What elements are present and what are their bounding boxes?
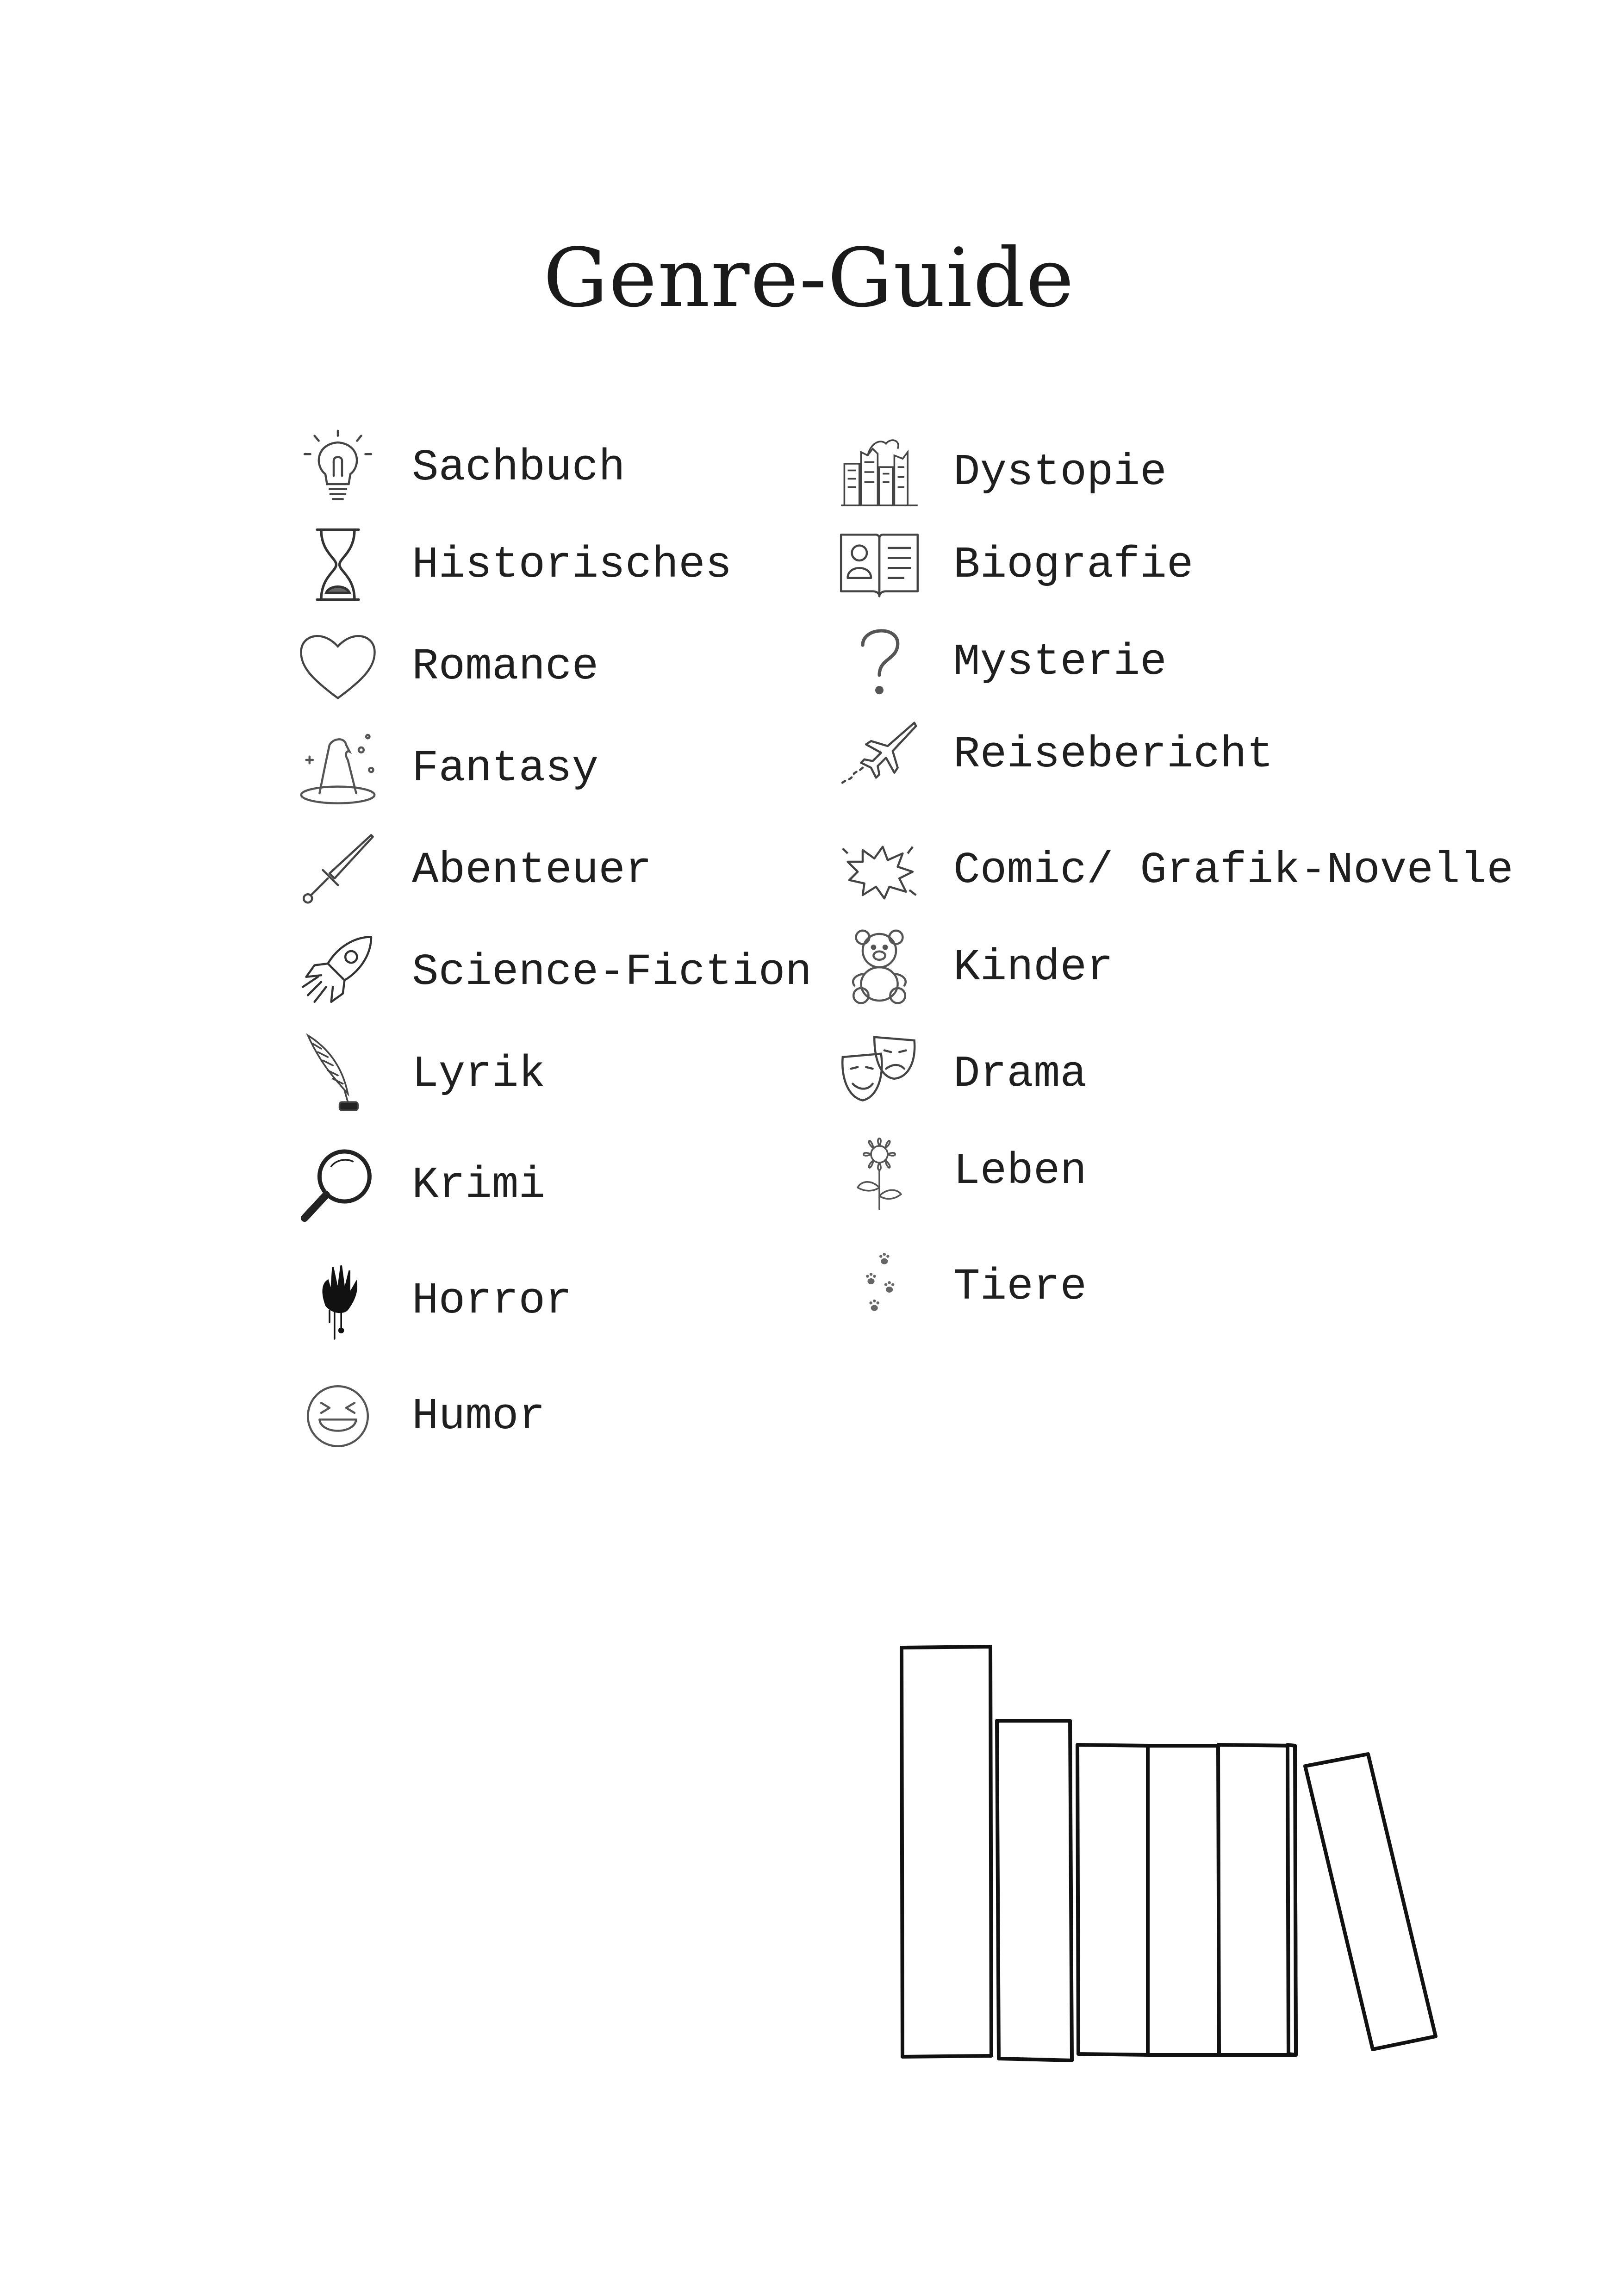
laughing-face-icon [292,1370,384,1462]
genre-label: Lyrik [412,1048,546,1099]
genre-label: Dystopie [953,447,1167,498]
bloody-hand-icon [292,1254,384,1347]
open-book-portrait-icon [833,518,926,611]
ruined-city-icon [833,426,926,518]
genre-item-biografie [833,518,1193,611]
genre-label: Comic/ Grafik-Novelle [953,845,1513,896]
airplane-icon [833,708,926,801]
magnifier-icon [292,1139,384,1231]
genre-label: Historisches [412,539,732,590]
genre-item-comic [833,824,1513,916]
genre-item-science-fiction [292,926,812,1018]
genre-item-krimi [292,1139,545,1231]
genre-item-historisches [292,518,732,611]
genre-item-mysterie [833,616,1167,708]
genre-item-horror [292,1254,572,1347]
wizard-hat-icon [292,722,384,815]
sunflower-icon [833,1125,926,1217]
genre-item-drama [833,1027,1087,1120]
genre-label: Horror [412,1275,572,1326]
page-title: Genre-Guide [543,231,1075,325]
theater-masks-icon [833,1027,926,1120]
genre-item-humor [292,1370,545,1462]
genre-label: Tiere [953,1261,1087,1312]
question-mark-icon [833,616,926,708]
genre-label: Reisebericht [953,729,1274,780]
genre-label: Sachbuch [412,442,625,493]
genre-item-abenteuer [292,824,652,916]
genre-item-kinder [833,921,1114,1014]
comic-burst-icon [833,824,926,916]
genre-label: Science-Fiction [412,946,812,997]
quill-icon [292,1027,384,1120]
genre-item-romance [292,620,598,713]
genre-label: Kinder [953,942,1114,993]
genre-label: Romance [412,641,599,692]
genre-label: Humor [412,1391,546,1442]
genre-label: Fantasy [412,743,599,794]
genre-label: Abenteuer [412,845,652,896]
hourglass-icon [292,518,384,611]
genre-item-sachbuch [292,421,625,514]
genre-label: Krimi [412,1159,546,1210]
lightbulb-icon [292,421,384,514]
genre-label: Mysterie [953,636,1167,687]
heart-icon [292,620,384,713]
genre-item-lyrik [292,1027,545,1120]
paw-prints-icon [833,1240,926,1333]
genre-label: Biografie [953,539,1194,590]
bookshelf-books-icon [898,1629,1472,2073]
teddy-bear-icon [833,921,926,1014]
genre-item-dystopie [833,426,1167,518]
genre-item-leben [833,1125,1087,1217]
genre-item-fantasy [292,722,598,815]
genre-item-tiere [833,1240,1087,1333]
sword-icon [292,824,384,916]
genre-label: Leben [953,1145,1087,1196]
genre-item-reisebericht [833,708,1273,801]
genre-label: Drama [953,1048,1087,1099]
rocket-icon [292,926,384,1018]
